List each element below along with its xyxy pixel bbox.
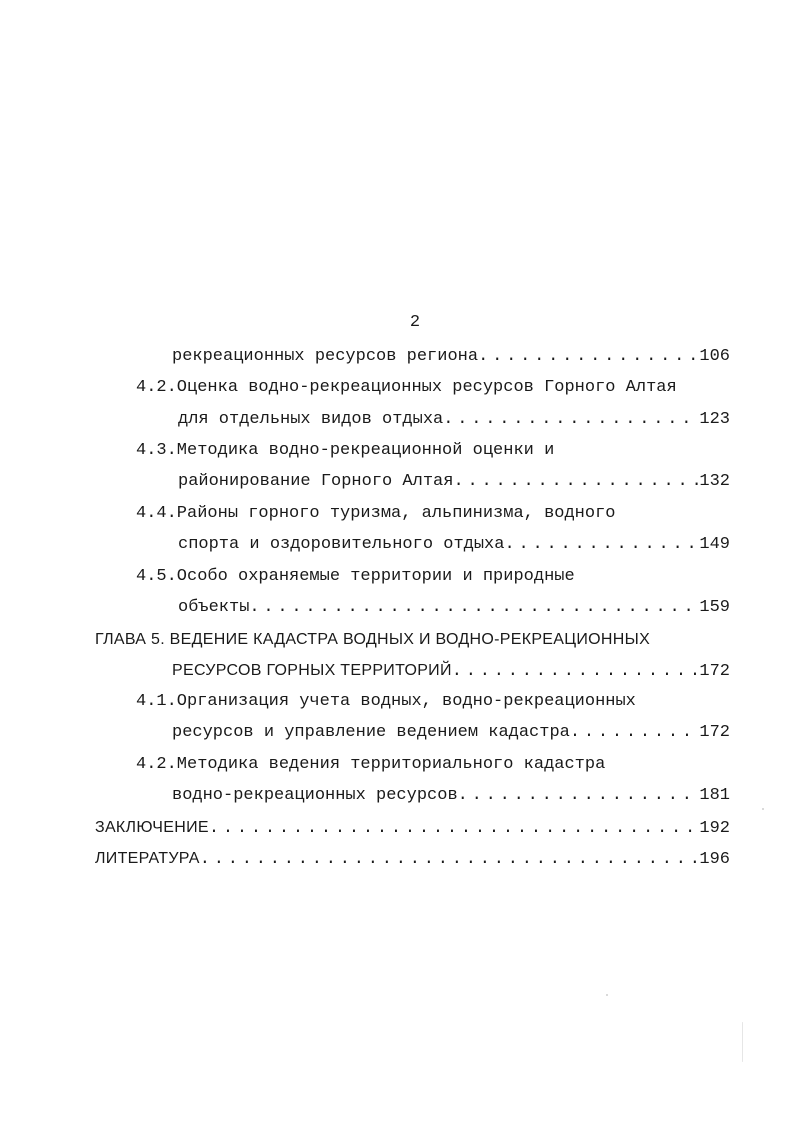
toc-entry-title: 4.1.Организация учета водных, водно-рекреационных bbox=[136, 692, 636, 711]
toc-section-heading bbox=[136, 691, 730, 713]
toc-entry-page: 172 bbox=[699, 723, 730, 742]
toc-entry-continuation bbox=[172, 785, 730, 807]
toc-entry-title: объекты bbox=[178, 598, 250, 617]
scan-speck bbox=[762, 808, 764, 810]
toc-entry-literature bbox=[95, 848, 730, 870]
toc-leader-dots bbox=[458, 785, 700, 807]
toc-entry-page: 196 bbox=[699, 850, 730, 869]
toc-entry-continuation bbox=[178, 471, 730, 493]
toc-entry-title: спорта и оздоровительного отдыха bbox=[178, 535, 505, 554]
toc-entry-title: для отдельных видов отдыха bbox=[178, 410, 444, 429]
toc-entry-title: 4.4.Районы горного туризма, альпинизма, водного bbox=[136, 504, 616, 523]
toc-entry-continuation bbox=[172, 660, 730, 682]
toc-entry-title: 4.2.Оценка водно-рекреационных ресурсов Горного Алтая bbox=[136, 378, 677, 397]
toc-section-heading bbox=[136, 377, 730, 399]
toc-entry-title: 4.3.Методика водно-рекреационной оценки и bbox=[136, 441, 555, 460]
toc-entry-title: районирование Горного Алтая bbox=[178, 472, 454, 491]
toc-entry-continuation bbox=[172, 346, 730, 368]
toc-leader-dots bbox=[443, 409, 699, 431]
toc-entry-page: 172 bbox=[699, 662, 730, 681]
toc-section-heading bbox=[136, 566, 730, 588]
scan-streak bbox=[742, 1022, 743, 1062]
toc-entry-title: ЗАКЛЮЧЕНИЕ bbox=[95, 819, 209, 836]
toc-leader-dots bbox=[200, 849, 700, 871]
toc-leader-dots bbox=[478, 346, 699, 368]
toc-leader-dots bbox=[209, 818, 700, 840]
toc-section-heading bbox=[136, 503, 730, 525]
toc-entry-title: рекреационных ресурсов региона bbox=[172, 347, 479, 366]
toc-section-heading bbox=[136, 754, 730, 776]
toc-entry-conclusion bbox=[95, 817, 730, 839]
toc-leader-dots bbox=[570, 722, 700, 744]
toc-entry-page: 159 bbox=[699, 598, 730, 617]
toc-leader-dots bbox=[453, 471, 699, 493]
toc-entry-continuation bbox=[172, 722, 730, 744]
toc-section-heading bbox=[136, 440, 730, 462]
scan-speck bbox=[606, 994, 608, 996]
toc-leader-dots bbox=[452, 661, 700, 683]
toc-entry-continuation bbox=[178, 534, 730, 556]
toc-entry-continuation bbox=[178, 409, 730, 431]
toc-entry-title: 4.2.Методика ведения территориального кадастра bbox=[136, 755, 606, 774]
toc-chapter-heading bbox=[95, 629, 730, 651]
toc-entry-title: РЕСУРСОВ ГОРНЫХ ТЕРРИТОРИЙ bbox=[172, 662, 452, 679]
toc-entry-title: 4.5.Особо охраняемые территории и природные bbox=[136, 567, 575, 586]
toc-entry-page: 181 bbox=[699, 786, 730, 805]
toc-entry-title: ресурсов и управление ведением кадастра bbox=[172, 723, 570, 742]
toc-leader-dots bbox=[249, 597, 699, 619]
toc-entry-page: 123 bbox=[699, 410, 730, 429]
toc-entry-title: ГЛАВА 5. ВЕДЕНИЕ КАДАСТРА ВОДНЫХ И ВОДНО-РЕКРЕАЦИОННЫХ bbox=[95, 631, 651, 648]
toc-leader-dots bbox=[504, 534, 699, 556]
toc-entry-page: 192 bbox=[699, 819, 730, 838]
toc-entry-title: водно-рекреационных ресурсов bbox=[172, 786, 458, 805]
toc-entry-page: 106 bbox=[699, 347, 730, 366]
page-number: 2 bbox=[409, 313, 421, 332]
toc-entry-title: ЛИТЕРАТУРА bbox=[95, 850, 200, 867]
toc-entry-continuation bbox=[178, 597, 730, 619]
toc-entry-page: 132 bbox=[699, 472, 730, 491]
toc-entry-page: 149 bbox=[699, 535, 730, 554]
